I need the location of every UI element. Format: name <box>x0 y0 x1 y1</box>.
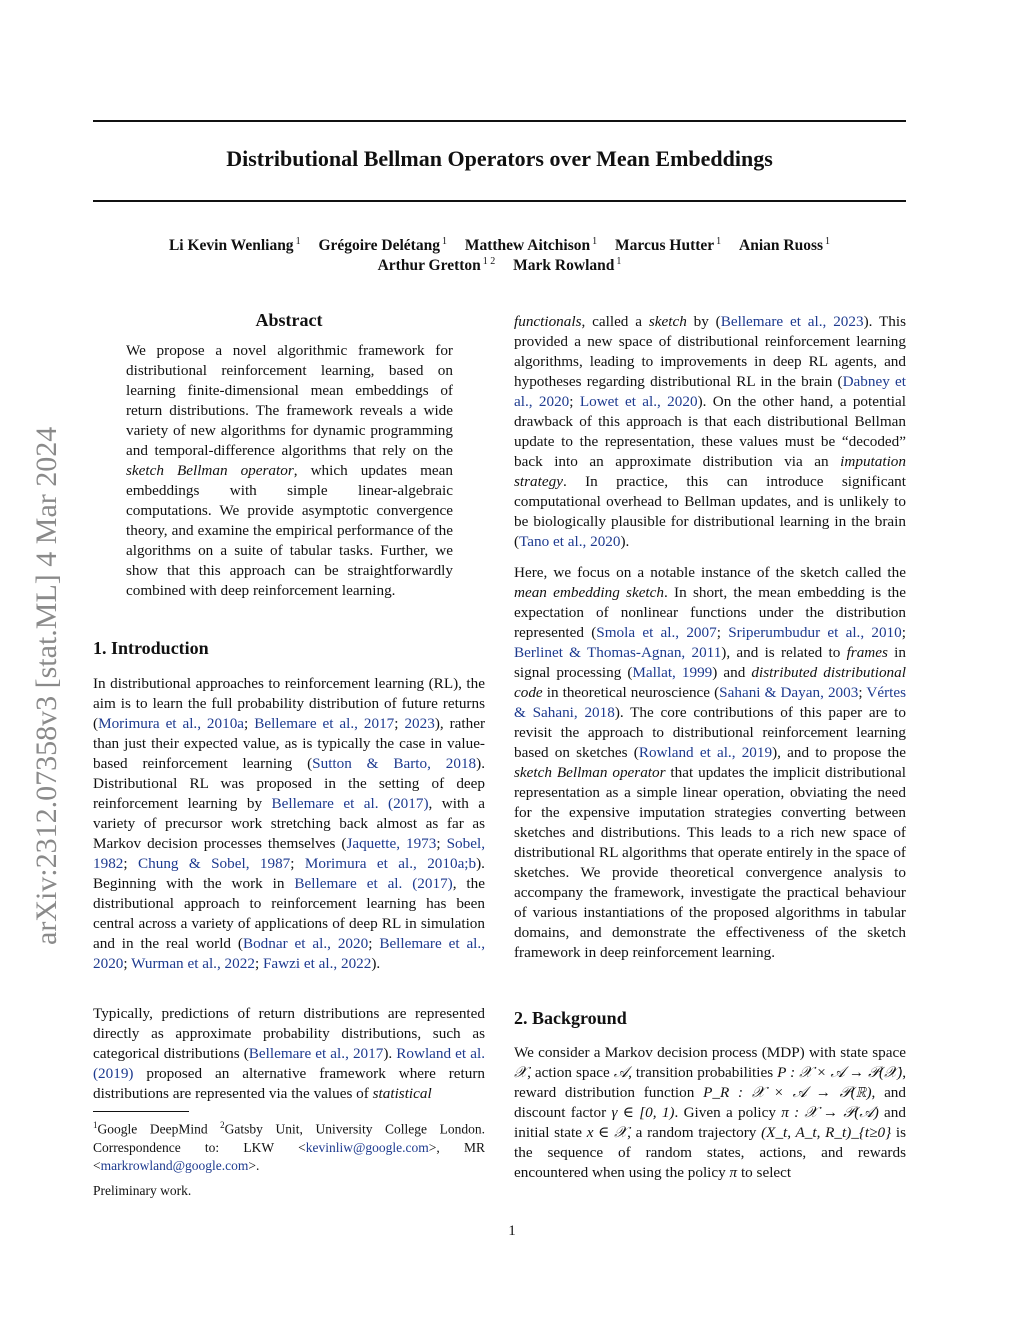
arxiv-identifier-stamp: arXiv:2312.07358v3 [stat.ML] 4 Mar 2024 <box>30 426 63 945</box>
email-link[interactable]: markrowland@google.com <box>100 1157 249 1173</box>
citation-link[interactable]: Rowland et al., 2019 <box>638 744 773 761</box>
background-paragraph-1: We consider a Markov decision process (MDP) with state space 𝒳, action space 𝒜, transition probabilities P : 𝒳 × 𝒜 → 𝒫(𝒳), reward distribution function P_R : 𝒳 × 𝒜 → 𝒫(ℝ), and discount factor γ ∈ [0, 1). Given a policy π : 𝒳 → 𝒫(𝒜) and initial state x ∈ 𝒳, a random trajectory (X_t, A_t, R_t)_{t≥0} is the sequence of random states, actions, and rewards encountered when using the policy π to select <box>514 1044 906 1181</box>
citation-link[interactable]: Vértes & Sahani, 2018 <box>514 684 906 721</box>
author: Marcus Hutter $^1$ <box>615 236 722 255</box>
right-column-paragraph-2: Here, we focus on a notable instance of the sketch called the mean embedding sketch. In short, the mean embedding is the expectation of nonlinear functions under the distribution represented (Smola et al., 2007; Sriperumbudur et al., 2010; Berlinet & Thomas-Agnan, 2011), and is related to frames in signal processing (Mallat, 1999) and distributed distributional code in theoretical neuroscience (Sahani & Dayan, 2003; Vértes & Sahani, 2018). The core contributions of this paper are to revisit the approach to distributional reinforcement learning based on sketches (Rowland et al., 2019), and to propose the sketch Bellman operator that updates the implicit distributional representation as a simple linear operation, obviating the need for the expensive imputation strategies converting between sketches and distributions. This leads to a rich new space of distributional RL algorithms that operate entirely in the space of sketches. We provide theoretical convergence analysis to accompany the framework, investigate the practical behaviour of various instantiations of the proposed algorithms in tabular domains, and demonstrate the effectiveness of the sketch framework in deep reinforcement learning. <box>514 564 907 961</box>
citation-link[interactable]: Sriperumbudur et al., 2010 <box>728 624 902 641</box>
affiliation-footnote: $^1$Google DeepMind $^2$Gatsby Unit, University College London. Correspondence to: LKW <kevinliw@google.com>, MR <markrowland@google.com>. <box>93 1120 486 1173</box>
author: Anian Ruoss $^1$ <box>739 236 831 255</box>
citation-link[interactable]: 2023 <box>404 715 435 732</box>
citation-link[interactable]: Chung & Sobel, 1987 <box>138 855 291 872</box>
page-number: 1 <box>508 1223 516 1239</box>
abstract-body: We propose a novel algorithmic framework for distributional reinforcement learning, based on learning finite-dimensional mean embeddings of return distributions. The framework reveals a wide variety of new algorithms for dynamic programming and temporal-difference algorithms that rely on the sketch Bellman operator, which updates mean embeddings with simple linear-algebraic computations. We provide asymptotic convergence theory, and examine the empirical performance of the algorithms on a suite of tabular tasks. Further, we show that this approach can be straightforwardly combined with deep reinforcement learning. <box>126 342 453 599</box>
citation-link[interactable]: Wurman et al., 2022 <box>131 955 255 972</box>
intro-paragraph-2: Typically, predictions of return distributions are represented directly as approximate probability distributions, such as categorical distributions (Bellemare et al., 2017). Rowland et al. (2019) proposed an alternative framework where return distributions are represented via the values of statistical <box>93 1005 485 1102</box>
citation-link[interactable]: Sobel, 1982 <box>93 835 485 872</box>
citation-link[interactable]: Bellemare et al. (2017) <box>294 875 453 892</box>
preliminary-note: Preliminary work. <box>93 1183 192 1198</box>
citation-link[interactable]: Dabney et al., 2020 <box>514 373 906 410</box>
citation-link[interactable]: Jaquette, 1973 <box>346 835 437 852</box>
right-column-paragraph-1: functionals, called a sketch by (Bellemare et al., 2023). This provided a new space of distributional reinforcement learning algorithms, leading to improvements in deep RL agents, and hypotheses regarding distributional RL in the brain (Dabney et al., 2020; Lowet et al., 2020). On the other hand, a potential drawback of this approach is that each distributional Bellman update to the representation, these values must be “decoded” back into an approximate distribution via an imputation strategy. In practice, this can introduce significant computational overhead to Bellman updates, and is unlikely to be biologically plausible for distributional learning in the brain (Tano et al., 2020). <box>514 313 907 550</box>
citation-link[interactable]: Mallat, 1999 <box>632 664 713 681</box>
citation-link[interactable]: Rowland et al. (2019) <box>93 1045 485 1082</box>
title-rule-bottom <box>93 200 906 202</box>
citation-link[interactable]: Berlinet & Thomas-Agnan, 2011 <box>514 644 722 661</box>
citation-link[interactable]: Bellemare et al., 2020 <box>93 935 485 972</box>
author: Matthew Aitchison $^1$ <box>464 236 598 255</box>
section-heading-background: 2. Background <box>514 1008 627 1028</box>
citation-link[interactable]: Smola et al., 2007 <box>596 624 717 641</box>
author: Grégoire Delétang $^1$ <box>318 236 447 255</box>
citation-link[interactable]: Morimura et al., 2010a;b <box>304 855 477 872</box>
citation-link[interactable]: Bellemare et al., 2017 <box>254 715 395 732</box>
citation-link[interactable]: Bellemare et al., 2017 <box>248 1045 384 1062</box>
section-heading-introduction: 1. Introduction <box>93 638 209 658</box>
citation-link[interactable]: Tano et al., 2020 <box>519 533 621 550</box>
citation-link[interactable]: Morimura et al., 2010a <box>98 715 245 732</box>
author: Mark Rowland $^1$ <box>513 256 622 275</box>
footnote-rule <box>93 1111 189 1112</box>
abstract-heading: Abstract <box>255 310 323 330</box>
paper-title: Distributional Bellman Operators over Mean Embeddings <box>226 146 773 171</box>
author-list-line-2 <box>93 256 906 275</box>
author: Arthur Gretton $^{1 2}$ <box>377 256 496 275</box>
citation-link[interactable]: Bellemare et al., 2023 <box>720 313 864 330</box>
author-list-line-1 <box>93 236 906 255</box>
title-rule-top <box>93 120 906 122</box>
citation-link[interactable]: Fawzi et al., 2022 <box>262 955 372 972</box>
citation-link[interactable]: Bodnar et al., 2020 <box>242 935 369 952</box>
email-link[interactable]: kevinliw@google.com <box>305 1139 429 1155</box>
author: Li Kevin Wenliang $^1$ <box>168 236 301 255</box>
citation-link[interactable]: Bellemare et al. (2017) <box>271 795 429 812</box>
citation-link[interactable]: Sutton & Barto, 2018 <box>312 755 477 772</box>
citation-link[interactable]: Lowet et al., 2020 <box>579 393 698 410</box>
citation-link[interactable]: Sahani & Dayan, 2003 <box>719 684 859 701</box>
intro-paragraph-1: In distributional approaches to reinforcement learning (RL), the aim is to learn the full probability distribution of future returns (Morimura et al., 2010a; Bellemare et al., 2017; 2023), rather than just their expected value, as is typically the case in value-based reinforcement learning (Sutton & Barto, 2018). Distributional RL was proposed in the setting of deep reinforcement learning by Bellemare et al. (2017), with a variety of precursor work stretching back almost as far as Markov decision processes themselves (Jaquette, 1973; Sobel, 1982; Chung & Sobel, 1987; Morimura et al., 2010a;b). Beginning with the work in Bellemare et al. (2017), the distributional approach to reinforcement learning has been central across a variety of applications of deep RL in simulation and in the real world (Bodnar et al., 2020; Bellemare et al., 2020; Wurman et al., 2022; Fawzi et al., 2022). <box>93 675 486 972</box>
